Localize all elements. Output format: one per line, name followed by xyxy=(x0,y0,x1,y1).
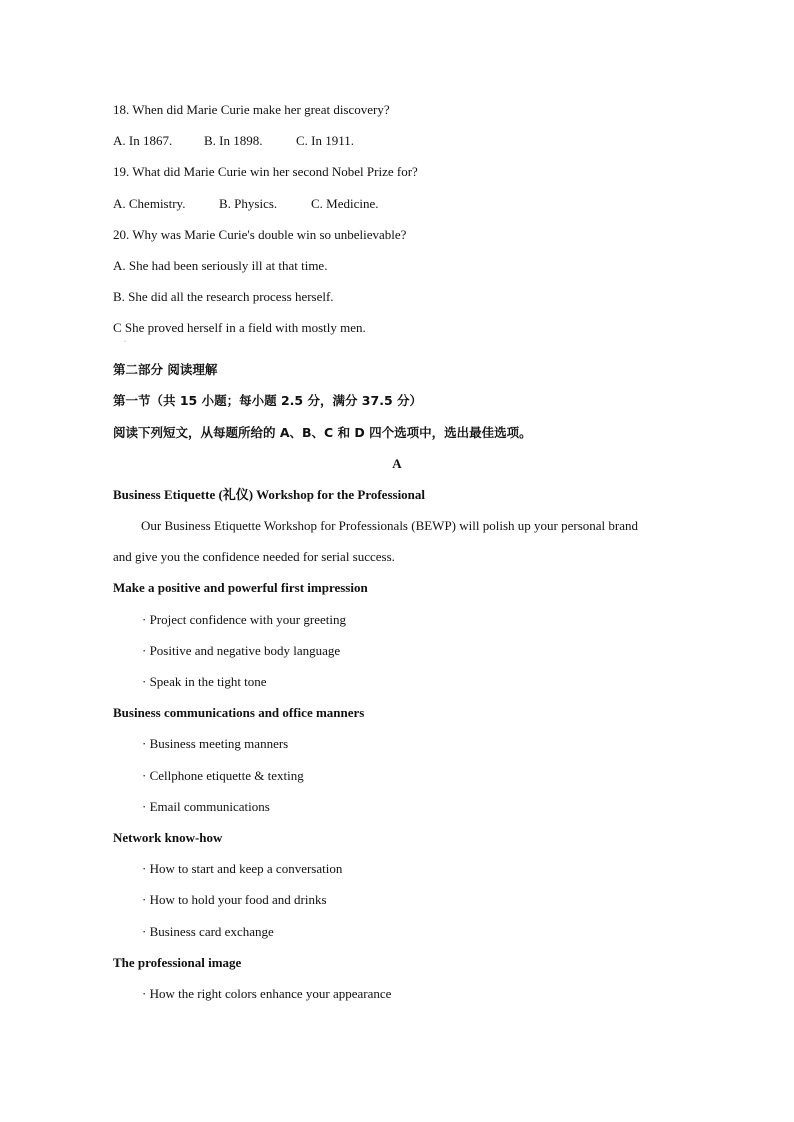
list-item: · How the right colors enhance your appearance xyxy=(142,986,392,1001)
list-item: · Speak in the tight tone xyxy=(142,674,267,689)
section-heading: Make a positive and powerful first impression xyxy=(113,580,368,595)
option-c: C. In 1911. xyxy=(296,133,355,148)
list-item: · Cellphone etiquette & texting xyxy=(142,768,304,783)
list-item: · Business meeting manners xyxy=(142,736,289,751)
instruction: 阅读下列短文，从每题所给的 A、B、C 和 D 四个选项中，选出最佳选项。 xyxy=(113,425,532,440)
option-b: B. In 1898. xyxy=(204,133,263,148)
section-heading: Network know-how xyxy=(113,830,223,845)
passage-label: A xyxy=(392,456,402,471)
section-heading: Business communications and office manners xyxy=(113,705,365,720)
passage-intro-line-2: and give you the confidence needed for serial success. xyxy=(113,549,395,564)
question-20-option-c: C She proved herself in a field with mostly men. xyxy=(113,320,366,335)
section-title: 第一节（共 15 小题；每小题 2.5 分，满分 37.5 分） xyxy=(113,393,422,408)
list-item: · Email communications xyxy=(142,799,270,814)
passage-title: Business Etiquette (礼仪) Workshop for the Professional xyxy=(113,487,426,502)
list-item: · Business card exchange xyxy=(142,924,274,939)
stray-mark: · xyxy=(124,339,126,345)
list-item: · How to hold your food and drinks xyxy=(142,892,327,907)
question-20-stem: 20. Why was Marie Curie's double win so unbelievable? xyxy=(113,227,407,242)
list-item: · Positive and negative body language xyxy=(142,643,341,658)
list-item: · Project confidence with your greeting xyxy=(142,612,346,627)
question-20-option-b: B. She did all the research process herself. xyxy=(113,289,334,304)
option-a: A. In 1867. xyxy=(113,133,173,148)
question-20-option-a: A. She had been seriously ill at that time. xyxy=(113,258,328,273)
option-a: A. Chemistry. xyxy=(113,196,186,211)
question-18-stem: 18. When did Marie Curie make her great discovery? xyxy=(113,102,390,117)
option-b: B. Physics. xyxy=(219,196,278,211)
list-item: · How to start and keep a conversation xyxy=(142,861,343,876)
section-heading: The professional image xyxy=(113,955,242,970)
part-title: 第二部分 阅读理解 xyxy=(113,362,218,377)
option-c: C. Medicine. xyxy=(311,196,379,211)
passage-intro-line-1: Our Business Etiquette Workshop for Professionals (BEWP) will polish up your personal brand xyxy=(141,518,638,533)
question-19-stem: 19. What did Marie Curie win her second Nobel Prize for? xyxy=(113,164,418,179)
